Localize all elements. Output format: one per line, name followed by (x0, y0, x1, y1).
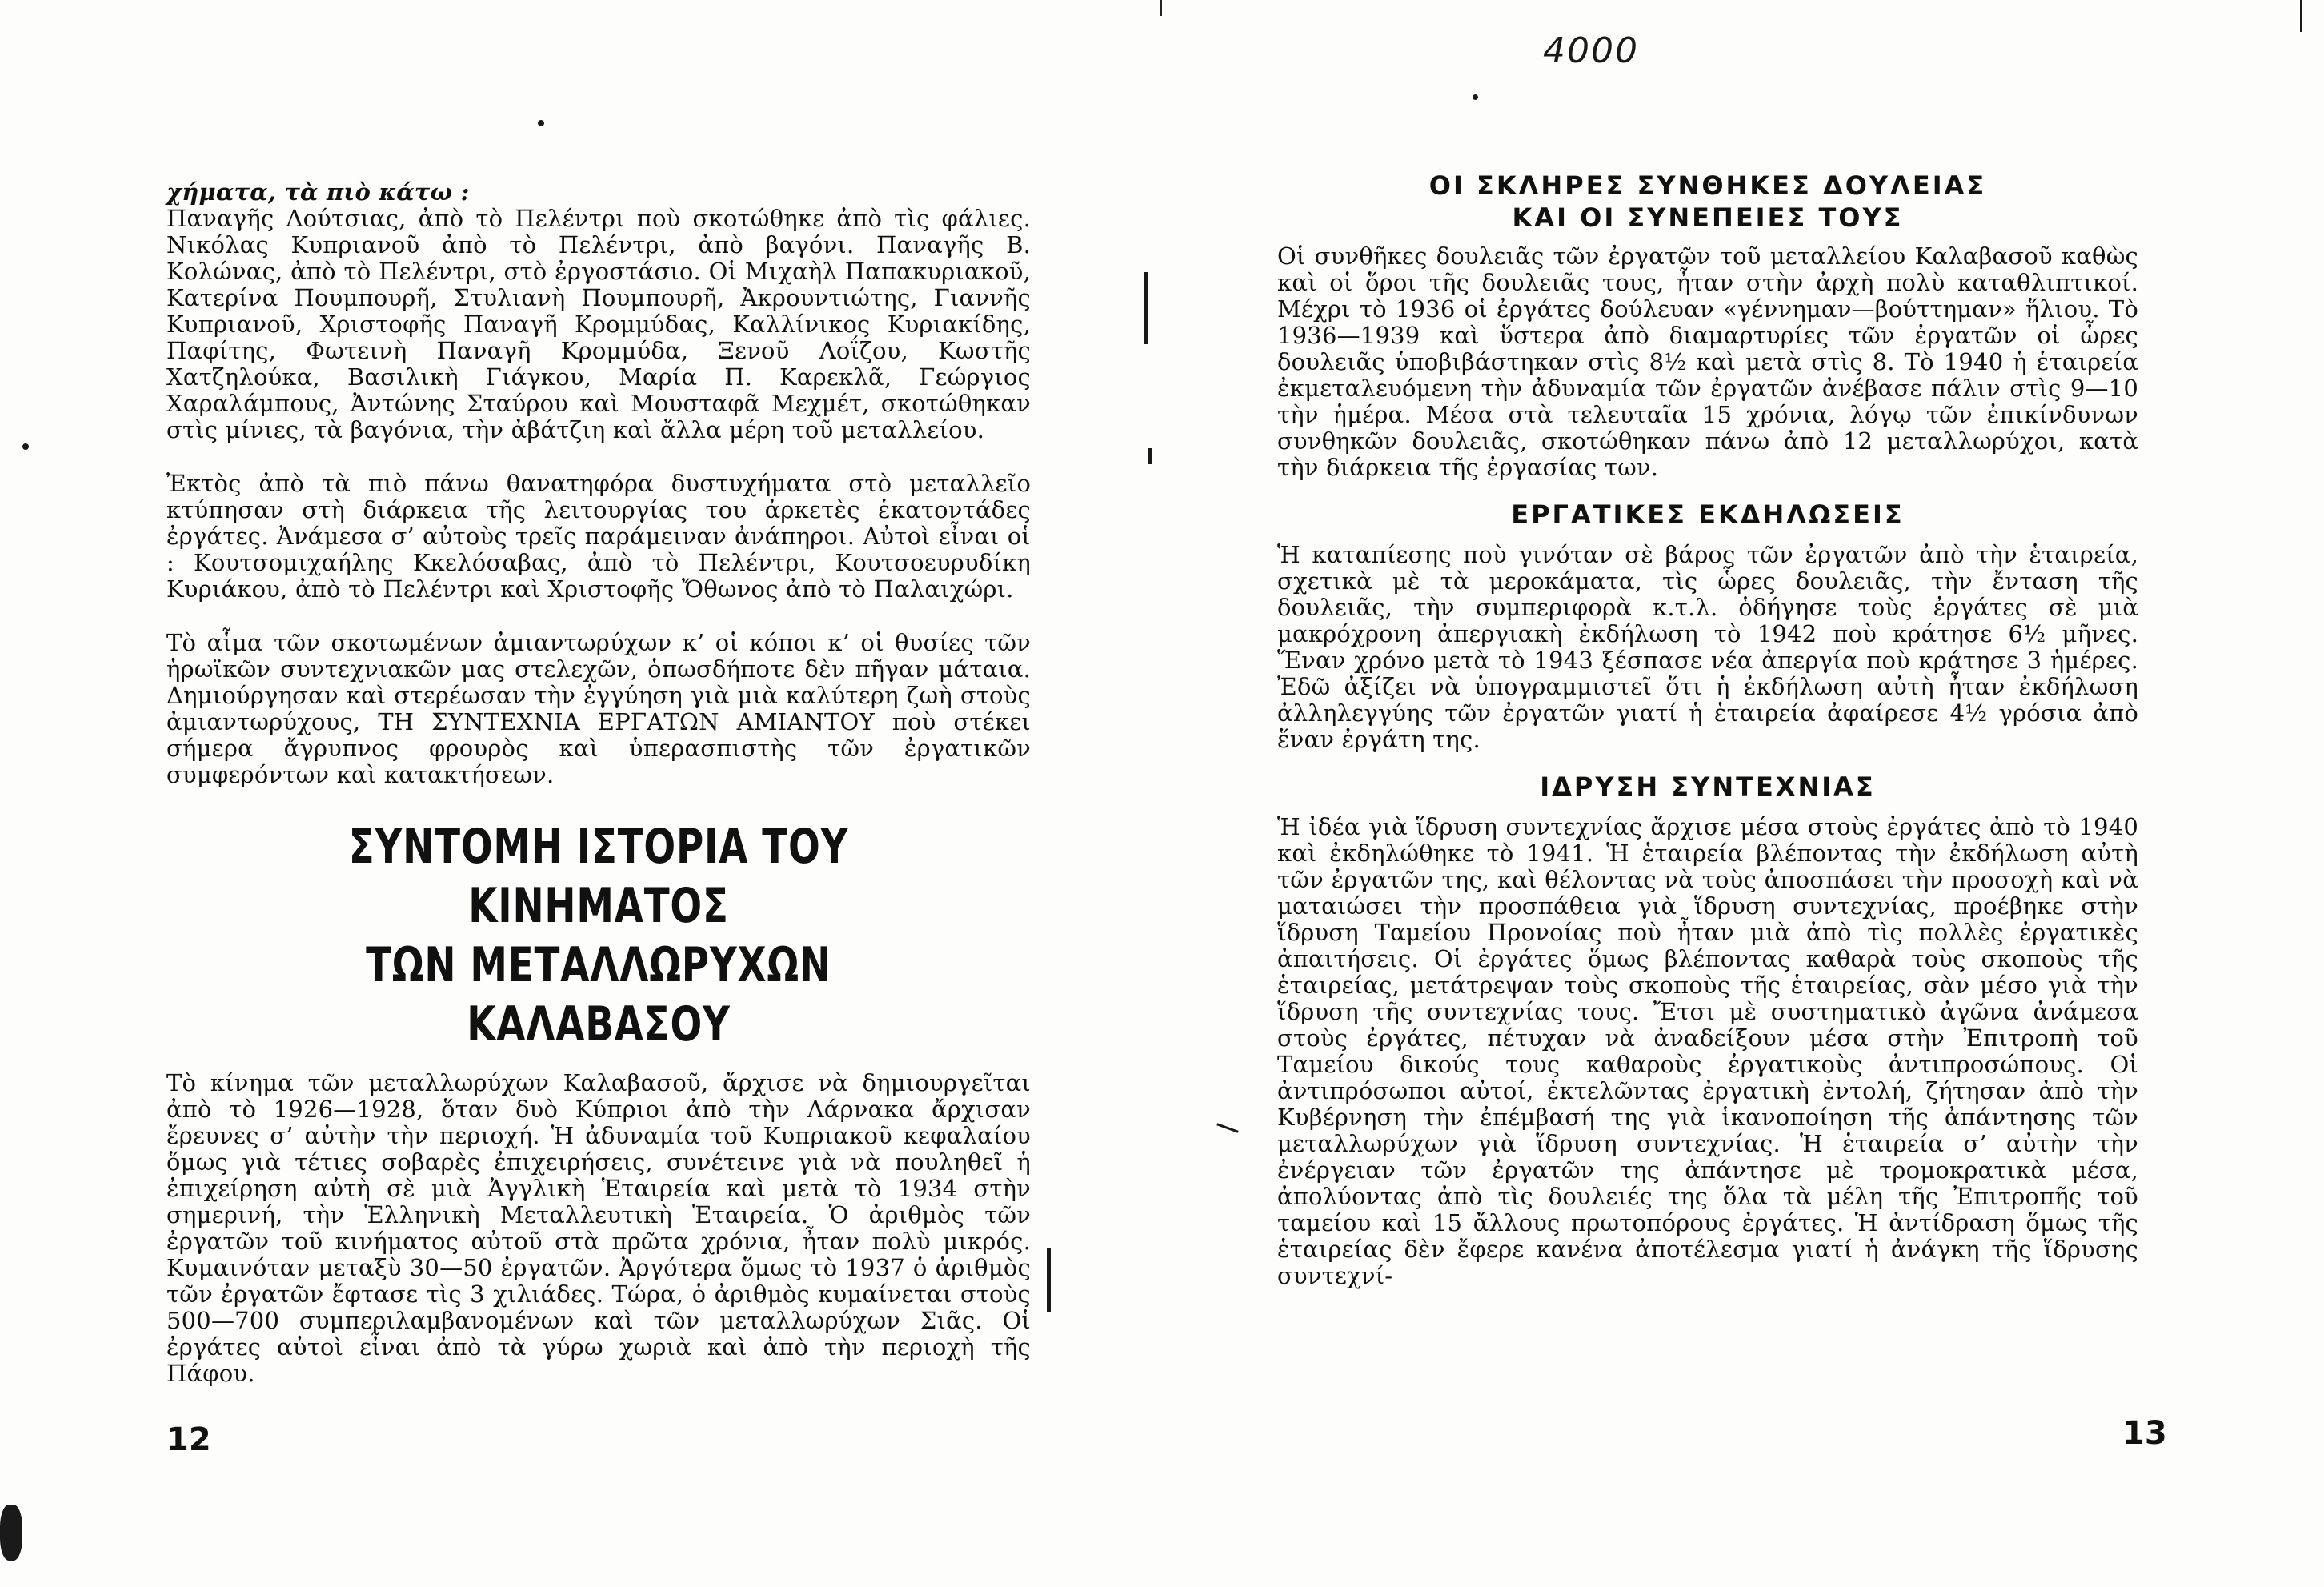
workers-actions-paragraph: Ἡ καταπίεσης ποὺ γινόταν σὲ βάρος τῶν ἐργατῶν ἀπὸ τὴν ἑταιρεία, σχετικὰ μὲ τὰ μεροκάματα, τὶς ὧρες δουλειᾶς, τὴν ἔνταση τῆς δουλειᾶς, τὴν συμπεριφορὰ κ.τ.λ. ὁδήγησε τοὺς ἐργάτες σὲ μιὰ μακρόχρονη ἀπεργιακὴ ἐκδήλωση τὸ 1942 ποὺ κράτησε 6½ μῆνες. Ἕναν χρόνο μετὰ τὸ 1943 ξέσπασε νέα ἀπεργία ποὺ κράτησε 3 ἡμέρες. Ἐδῶ ἀξίζει νὰ ὑπογραμμιστεῖ ὅτι ἡ ἐκδήλωση αὐτὴ ἦταν ἐκδήλωση ἀλληλεγγύης τῶν ἐργατῶν γιατί ἡ ἑταιρεία ἀφαίρεσε 4½ γρόσια ἀπὸ ἕναν ἐργάτη της. (1277, 541, 2138, 753)
movement-history-paragraph: Τὸ κίνημα τῶν μεταλλωρύχων Καλαβασοῦ, ἄρχισε νὰ δημιουργεῖται ἀπὸ τὸ 1926—1928, ὅταν δυὸ Κύπριοι ἀπὸ τὴν Λάρνακα ἄρχισαν ἔρευνες σ’ αὐτὴν τὴν περιοχή. Ἡ ἀδυναμία τοῦ Κυπριακοῦ κεφαλαίου ὅμως γιὰ τέτιες σοβαρὲς ἐπιχειρήσεις, συνέτεινε γιὰ νὰ πουληθεῖ ἡ ἐπιχείρηση αὐτὴ σὲ μιὰ Ἀγγλικὴ Ἑταιρεία καὶ μετὰ τὸ 1934 στὴν σημερινή, τὴν Ἑλληνικὴ Μεταλλευτικὴ Ἑταιρεία. Ὁ ἀριθμὸς τῶν ἐργατῶν τοῦ κινήματος αὐτοῦ στὰ πρῶτα χρόνια, ἦταν πολὺ μικρός. Κυμαινόταν μεταξὺ 30—50 ἐργατῶν. Ἀργότερα ὅμως τὸ 1937 ὁ ἀριθμὸς τῶν ἐργατῶν ἔφτασε τὶς 3 χιλιάδες. Τώρα, ὁ ἀριθμὸς κυμαίνεται στοὺς 500—700 συμπεριλαμβανομένων καὶ τῶν μεταλλωρύχων Σιᾶς. Οἱ ἐργάτες αὐτοὶ εἶναι ἀπὸ τὰ γύρω χωριὰ καὶ ἀπὸ τὴν περιοχὴ τῆς Πάφου. (166, 1069, 1031, 1387)
left-page-column (166, 179, 1031, 1387)
section-title-union-founding: ΙΔΡΥΣΗ ΣΥΝΤΕΧΝΙΑΣ (1540, 771, 1876, 802)
page-number-left: 12 (166, 1421, 211, 1458)
scan-speck (0, 1505, 22, 1561)
scan-speck (2300, 0, 2302, 32)
scan-speck (538, 120, 544, 126)
victims-list-text: Παναγῆς Λούτσιας, ἀπὸ τὸ Πελέντρι ποὺ σκοτώθηκε ἀπὸ τὶς φάλιες. Νικόλας Κυπριανοῦ ἀπὸ τὸ Πελέντρι, ἀπὸ βαγόνι. Παναγῆς Β. Κολώνας, ἀπὸ τὸ Πελέντρι, στὸ ἐργοστάσιο. Οἱ Μιχαὴλ Παπακυριακοῦ, Κατερίνα Πουμπουρῆ, Στυλιανὴ Πουμπουρῆ, Ἀκρουντιώτης, Γιαννῆς Κυπριανοῦ, Χριστοφῆς Παναγῆ Κρομμύδας, Καλλίνικος Κυριακίδης, Παφίτης, Φωτεινὴ Παναγῆ Κρομμύδα, Ξενοῦ Λοΐζου, Κωστῆς Χατζηλούκα, Βασιλικὴ Γιάγκου, Μαρία Π. Καρεκλᾶ, Γεώργιος Χαραλάμπους, Ἀντώνης Σταύρου καὶ Μουσταφᾶ Μεχμέτ, σκοτώθηκαν στὶς μίνιες, τὰ βαγόνια, τὴν ἀβάτζιη καὶ ἄλλα μέρη τοῦ μεταλλείου. (166, 205, 1031, 443)
intro-label: χήματα, τὰ πιὸ κάτω : (166, 178, 470, 206)
page-number-right: 13 (2122, 1415, 2167, 1452)
headline-line-1: ΣΥΝΤΟΜΗ ΙΣΤΟΡΙΑ ΤΟΥ ΚΙΝΗΜΑΤΟΣ (348, 819, 849, 934)
left-intro-paragraph (166, 179, 1031, 443)
right-page-column (1277, 170, 2138, 1289)
working-conditions-paragraph: Οἱ συνθῆκες δουλειᾶς τῶν ἐργατῶν τοῦ μεταλλείου Καλαβασοῦ καθὼς καὶ οἱ ὅροι τῆς δουλειᾶς τους, ἦταν στὴν ἀρχὴ πολὺ καταθλιπτικοί. Μέχρι τὸ 1936 οἱ ἐργάτες δούλευαν «γέννημαν—βούττημαν» ἥλιου. Τὸ 1936—1939 καὶ ὕστερα ἀπὸ διαμαρτυρίες τῶν ἐργατῶν οἱ ὧρες δουλειᾶς ὑποβιβάστηκαν στὶς 8½ καὶ μετὰ στὶς 8. Τὸ 1940 ἡ ἑταιρεία ἐκμεταλευόμενη τὴν ἀδυναμία τῶν ἐργατῶν ἀνέβασε πάλιν στὶς 9—10 τὴν ἡμέρα. Μέσα στὰ τελευταῖα 15 χρόνια, λόγῳ τῶν ἐπικίνδυνων συνθηκῶν δουλειᾶς, σκοτώθηκαν πάνω ἀπὸ 12 μεταλλωρύχοι, κατὰ τὴν διάρκεια τῆς ἐργασίας των. (1277, 242, 2138, 481)
scan-speck (1473, 94, 1478, 100)
scan-speck (1148, 448, 1152, 464)
section-title-working-conditions (1277, 170, 2138, 234)
scan-speck (1047, 1248, 1051, 1312)
union-tribute-paragraph: Τὸ αἷμα τῶν σκοτωμένων ἀμιαντωρύχων κ’ οἱ κόποι κ’ οἱ θυσίες τῶν ἡρωϊκῶν συντεχνιακῶν μας στελεχῶν, ὁπωσδήποτε δὲν πῆγαν μάταια. Δημιούργησαν καὶ στερέωσαν τὴν ἐγγύηση γιὰ μιὰ καλύτερη ζωὴ στοὺς ἀμιαντωρύχους, ΤΗ ΣΥΝΤΕΧΝΙΑ ΕΡΓΑΤΩΝ ΑΜΙΑΝΤΟΥ ποὺ στέκει σήμερα ἄγρυπνος φρουρὸς καὶ ὑπερασπιστὴς τῶν ἐργατικῶν συμφερόντων καὶ κατακτήσεων. (166, 629, 1031, 788)
section-1-title-line-1: ΟΙ ΣΚΛΗΡΕΣ ΣΥΝΘΗΚΕΣ ΔΟΥΛΕΙΑΣ (1428, 170, 1987, 201)
gutter-mark (1160, 0, 1162, 16)
headline-line-2: ΤΩΝ ΜΕΤΑΛΛΩΡΥΧΩΝ ΚΑΛΑΒΑΣΟΥ (366, 937, 831, 1052)
scan-speck (1144, 272, 1148, 344)
scan-speck (22, 443, 29, 450)
handwritten-note: 4000 (1543, 30, 1639, 71)
injured-workers-paragraph: Ἐκτὸς ἀπὸ τὰ πιὸ πάνω θανατηφόρα δυστυχήματα στὸ μεταλλεῖο κτύπησαν στὴ διάρκεια τῆς λειτουργίας του ἀρκετὲς ἑκατοντάδες ἐργάτες. Ἀνάμεσα σ’ αὐτοὺς τρεῖς παράμειναν ἀνάπηροι. Αὐτοὶ εἶναι οἱ : Κουτσομιχαήλης Κκελόσαβας, ἀπὸ τὸ Πελέντρι, Κουτσοευρυδίκη Κυριάκου, ἀπὸ τὸ Πελέντρι καὶ Χριστοφῆς Ὄθωνος ἀπὸ τὸ Παλαιχώρι. (166, 470, 1031, 603)
article-headline (166, 817, 1031, 1054)
union-founding-paragraph: Ἡ ἰδέα γιὰ ἵδρυση συντεχνίας ἄρχισε μέσα στοὺς ἐργάτες ἀπὸ τὸ 1940 καὶ ἐκδηλώθηκε τὸ 1941. Ἡ ἑταιρεία βλέποντας τὴν ἐκδήλωση αὐτὴ τῶν ἐργατῶν της, καὶ θέλοντας νὰ τοὺς ἀποσπάσει τὴν προσοχὴ καὶ νὰ ματαιώσει τὴν προσπάθεια γιὰ ἵδρυση συντεχνίας, προέβηκε στὴν ἵδρυση Ταμείου Προνοίας ποὺ ἦταν μιὰ ἀπὸ τὶς πολλὲς ἐργατικὲς ἀπαιτήσεις. Οἱ ἐργάτες ὅμως βλέποντας καθαρὰ τοὺς σκοποὺς τῆς ἑταιρείας, μετάτρεψαν τοὺς σκοποὺς τῆς ἑταιρείας, σὰν μέσο γιὰ τὴν ἵδρυση τῆς συντεχνίας τους. Ἔτσι μὲ συστηματικὸ ἀγῶνα ἀνάμεσα στοὺς ἐργάτες, πέτυχαν νὰ ἀναδείξουν μέσα στὴν Ἐπιτροπὴ τοῦ Ταμείου δικούς τους καθαροὺς ἐργατικοὺς ἀντιπροσώπους. Οἱ ἀντιπρόσωποι αὐτοί, ἐκτελῶντας ἐργατικὴ ἐντολή, ζήτησαν ἀπὸ τὴν Κυβέρνηση τὴν ἐπέμβασή της γιὰ ἱκανοποίηση τῆς ἀπάντησης τῶν μεταλλωρύχων γιὰ ἵδρυση συντεχνίας. Ἡ ἑταιρεία σ’ αὐτὴν τὴν ἐνέργειαν τῶν ἐργατῶν της ἀπάντησε μὲ τρομοκρατικὰ μέσα, ἀπολύοντας ἀπὸ τὶς δουλειές της ὅλα τὰ μέλη τῆς Ἐπιτροπῆς τοῦ ταμείου καὶ 15 ἄλλους πρωτοπόρους ἐργάτες. Ἡ ἀντίδραση ὅμως τῆς ἑταιρείας δὲν ἔφερε κανένα ἀποτέλεσμα γιατί ἡ ἀνάγκη τῆς ἵδρυσης συντεχνί- (1277, 813, 2138, 1289)
section-title-workers-actions: ΕΡΓΑΤΙΚΕΣ ΕΚΔΗΛΩΣΕΙΣ (1511, 499, 1905, 530)
section-1-title-line-2: ΚΑΙ ΟΙ ΣΥΝΕΠΕΙΕΣ ΤΟΥΣ (1512, 202, 1904, 233)
